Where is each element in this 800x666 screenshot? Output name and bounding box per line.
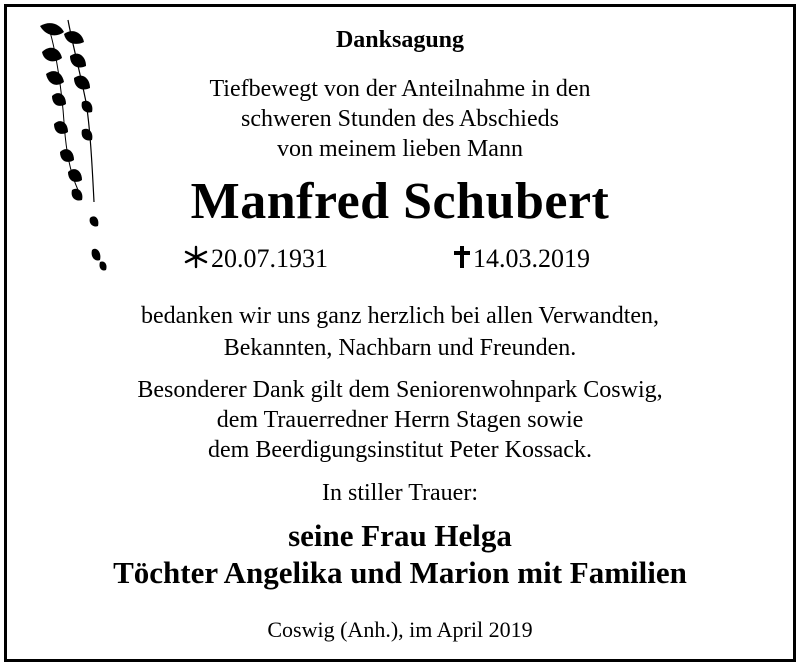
intro-line-1: Tiefbewegt von der Anteilnahme in den [209, 76, 591, 102]
asterisk-birth-icon [183, 245, 209, 269]
birth-date-row [183, 244, 328, 274]
thanks-line-1: bedanken wir uns ganz herzlich bei allen Verwandten, [140, 303, 660, 329]
cross-death-icon [453, 245, 471, 269]
family-line-2: Töchter Angelika und Marion mit Familien [113, 555, 687, 590]
intro-line-2: schweren Stunden des Abschieds [241, 106, 559, 132]
notice-heading: Danksagung [335, 27, 465, 53]
death-date-row [453, 244, 590, 274]
thanks-line-2: Bekannten, Nachbarn und Freunden. [223, 335, 577, 361]
family-line-1: seine Frau Helga [288, 518, 512, 553]
thanks-line-5: dem Beerdigungsinstitut Peter Kossack. [208, 437, 592, 463]
deceased-name: Manfred Schubert [190, 173, 610, 230]
thanks-line-3: Besonderer Dank gilt dem Seniorenwohnpark Coswig, [137, 377, 663, 403]
mourning-label: In stiller Trauer: [322, 480, 478, 506]
intro-line-3: von meinem lieben Mann [277, 136, 523, 162]
thanks-line-4: dem Trauerredner Herrn Stagen sowie [216, 407, 584, 433]
birth-date: 20.07.1931 [211, 244, 328, 273]
death-date: 14.03.2019 [473, 244, 590, 273]
place-date: Coswig (Anh.), im April 2019 [267, 617, 533, 642]
